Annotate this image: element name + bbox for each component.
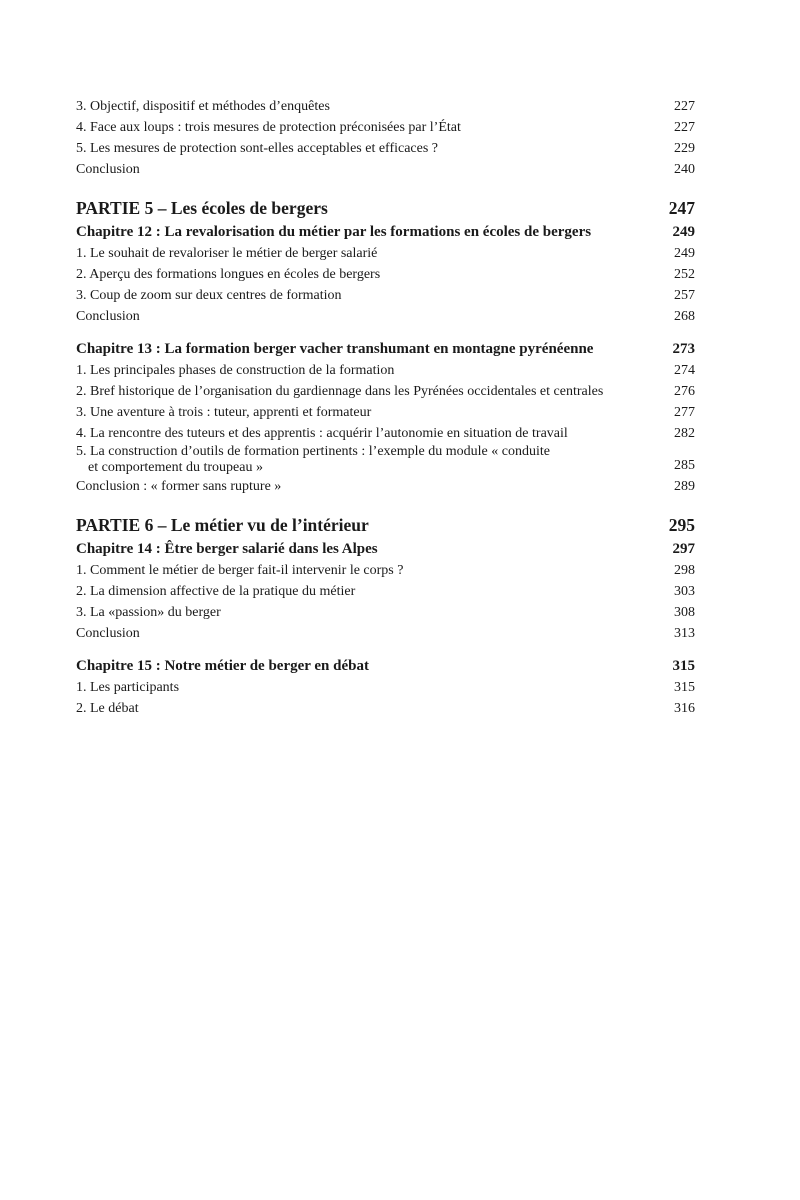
toc-chapter-12 [76,222,695,243]
toc-entry-title: 1. Les participants [76,680,180,695]
toc-entry [76,306,695,327]
toc-entry-page: 303 [674,584,695,599]
toc-entry [76,581,695,602]
toc-entry [76,117,695,138]
toc-entry-title: Conclusion [76,162,140,177]
toc-entry-title-line2: et comportement du troupeau » [88,460,263,475]
toc-entry-title: Conclusion : « former sans rupture » [76,479,282,494]
toc-entry-page: 285 [674,458,695,473]
chapter-title: Chapitre 14 : Être berger salarié dans les Alpes [76,541,378,557]
part-title: PARTIE 5 – Les écoles de bergers [76,198,328,218]
toc-entry-page: 227 [674,99,695,114]
toc-entry-page: 274 [674,363,695,378]
toc-entry-page: 289 [674,479,695,494]
toc-entry-title: 1. Les principales phases de construction de la formation [76,363,395,378]
toc-entry-title: 5. Les mesures de protection sont-elles acceptables et efficaces ? [76,141,439,156]
toc-entry [76,623,695,644]
chapter-page: 315 [672,658,695,674]
chapter-page: 297 [672,541,695,557]
toc-part-6 [76,513,695,537]
toc-entry [76,159,695,180]
toc-entry-title: 2. La dimension affective de la pratique du métier [76,584,356,599]
part-page: 247 [668,198,695,218]
toc-part-5 [76,196,695,220]
toc-entry [76,96,695,117]
toc-entry-title: 4. La rencontre des tuteurs et des apprentis : acquérir l’autonomie en situation de travail [76,426,568,441]
chapter-title: Chapitre 12 : La revalorisation du métier par les formations en écoles de bergers [76,224,592,240]
toc-entry [76,444,695,476]
toc-entry [76,285,695,306]
chapter-title: Chapitre 15 : Notre métier de berger en débat [76,658,369,674]
toc-entry [76,138,695,159]
toc-entry [76,264,695,285]
toc-entry-title: 1. Le souhait de revaloriser le métier de berger salarié [76,246,378,261]
part-page: 295 [668,515,695,535]
toc-entry-page: 313 [674,626,695,641]
chapter-page: 273 [672,341,695,357]
toc-entry-title: 2. Bref historique de l’organisation du gardiennage dans les Pyrénées occidentales et centrales [76,384,604,399]
part-title: PARTIE 6 – Le métier vu de l’intérieur [76,515,369,535]
toc-entry [76,698,695,719]
toc-entry [76,560,695,581]
toc-entry [76,243,695,264]
toc-entry-page: 308 [674,605,695,620]
toc-entry-page: 227 [674,120,695,135]
toc-chapter-15 [76,656,695,677]
toc-entry-page: 282 [674,426,695,441]
chapter-title: Chapitre 13 : La formation berger vacher transhumant en montagne pyrénéenne [76,341,594,357]
toc-entry [76,402,695,423]
chapter-page: 249 [672,224,695,240]
toc-entry-page: 229 [674,141,695,156]
toc-entry-page: 298 [674,563,695,578]
toc-entry-title: 1. Comment le métier de berger fait-il intervenir le corps ? [76,563,404,578]
toc-entry-title: Conclusion [76,626,140,641]
toc-entry-page: 249 [674,246,695,261]
toc-entry [76,602,695,623]
toc-entry-title: 4. Face aux loups : trois mesures de protection préconisées par l’État [76,120,461,135]
toc-entry [76,677,695,698]
toc-entry-page: 276 [674,384,695,399]
toc-entry [76,476,695,497]
table-of-contents [76,96,695,719]
toc-entry-title: 3. Coup de zoom sur deux centres de formation [76,288,342,303]
toc-entry-title-line1: 5. La construction d’outils de formation pertinents : l’exemple du module « conduite [76,444,550,459]
toc-entry-title: 2. Aperçu des formations longues en écoles de bergers [76,267,381,282]
toc-entry-title: 3. La «passion» du berger [76,605,221,620]
toc-entry-page: 316 [674,701,695,716]
toc-entry-page: 277 [674,405,695,420]
toc-entry-title [76,444,674,476]
toc-entry-page: 315 [674,680,695,695]
toc-entry-page: 257 [674,288,695,303]
toc-entry [76,360,695,381]
toc-entry-page: 252 [674,267,695,282]
toc-entry-title: Conclusion [76,309,140,324]
toc-entry-title: 3. Une aventure à trois : tuteur, apprenti et formateur [76,405,372,420]
toc-entry-page: 268 [674,309,695,324]
toc-entry-title: 3. Objectif, dispositif et méthodes d’enquêtes [76,99,330,114]
toc-chapter-14 [76,539,695,560]
toc-entry [76,381,695,402]
toc-entry-page: 240 [674,162,695,177]
toc-chapter-13 [76,339,695,360]
toc-entry [76,423,695,444]
toc-entry-title: 2. Le débat [76,701,139,716]
